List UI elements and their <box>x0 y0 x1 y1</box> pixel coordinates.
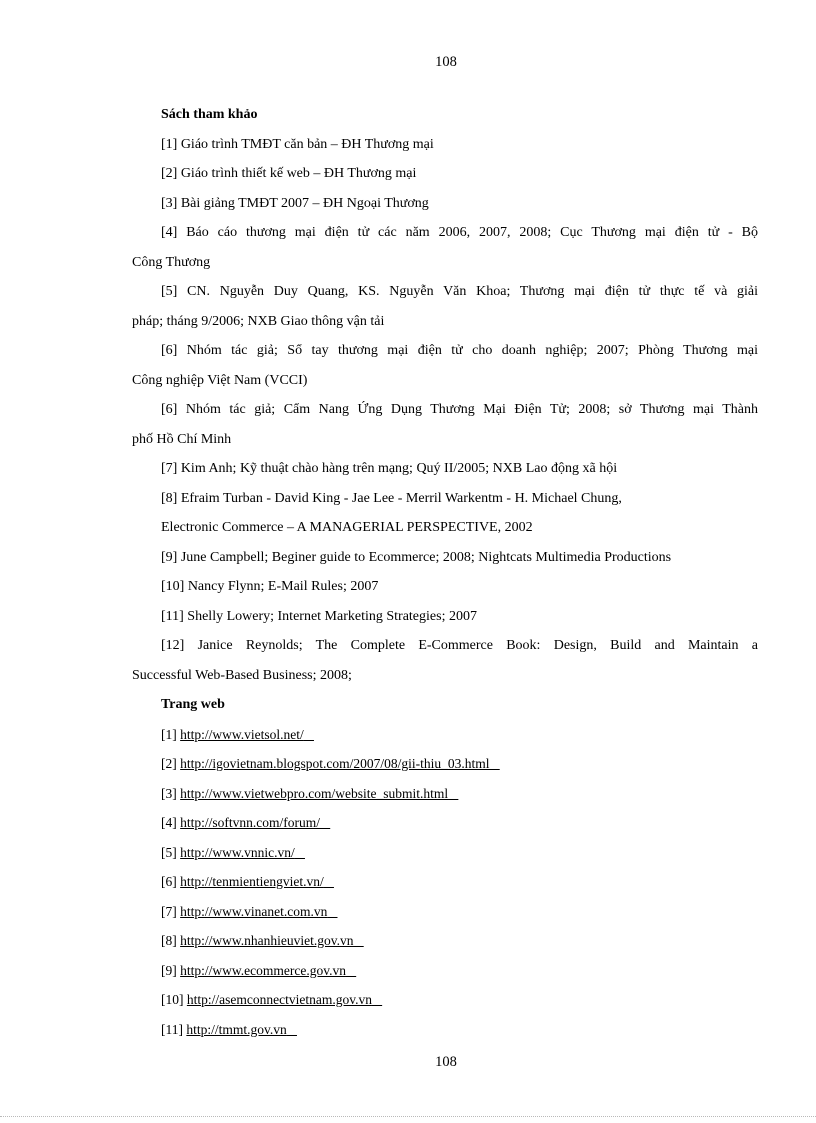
book-ref-2: [2] Giáo trình thiết kế web – ĐH Thương mại <box>161 166 417 181</box>
website-link-tmmt[interactable]: http://tmmt.gov.vn <box>186 1021 287 1037</box>
website-ref <box>132 985 758 1015</box>
book-ref-7: [7] Kim Anh; Kỹ thuật chào hàng trên mạng; Quý II/2005; NXB Lao động xã hội <box>161 461 618 476</box>
website-ref <box>132 867 758 897</box>
book-ref-6a-cont: Công nghiệp Việt Nam (VCCI) <box>132 372 308 388</box>
book-ref-5: [5] CN. Nguyễn Duy Quang, KS. Nguyễn Văn Khoa; Thương mại điện tử thực tế và giải <box>161 284 758 299</box>
book-ref-6b: [6] Nhóm tác giả; Cẩm Nang Ứng Dụng Thương Mại Điện Tử; 2008; sở Thương mại Thành <box>161 402 758 417</box>
website-ref <box>132 749 758 779</box>
website-ref-number: [9] <box>161 962 177 978</box>
website-link-igovietnam[interactable]: http://igovietnam.blogspot.com/2007/08/gii-thiu_03.html <box>180 756 490 771</box>
website-link-vietsol[interactable]: http://www.vietsol.net/ <box>180 726 304 742</box>
page-bottom-divider <box>0 1116 816 1117</box>
website-ref-number: [3] <box>161 785 177 801</box>
book-ref-12-cont: Successful Web-Based Business; 2008; <box>132 667 352 683</box>
page-number-bottom: 108 <box>435 1054 457 1070</box>
website-link-nhanhieuviet[interactable]: http://www.nhanhieuviet.gov.vn <box>180 933 354 948</box>
book-ref-1: [1] Giáo trình TMĐT căn bản – ĐH Thương mại <box>161 136 434 152</box>
websites-heading: Trang web <box>161 697 225 712</box>
book-ref-6b-cont: phố Hồ Chí Minh <box>132 431 232 447</box>
website-ref-number: [6] <box>161 874 177 889</box>
website-ref-number: [2] <box>161 756 177 771</box>
book-ref-4: [4] Báo cáo thương mại điện tử các năm 2006, 2007, 2008; Cục Thương mại điện tử - Bộ <box>161 225 758 240</box>
website-link-vietwebpro[interactable]: http://www.vietwebpro.com/website_submit.html <box>180 785 449 801</box>
website-link-tenmientiengviet[interactable]: http://tenmientiengviet.vn/ <box>180 874 324 889</box>
references-section <box>132 100 758 1044</box>
book-ref-12: [12] Janice Reynolds; The Complete E-Commerce Book: Design, Build and Maintain a <box>161 638 758 653</box>
website-ref <box>132 779 758 809</box>
website-link-ecommerce[interactable]: http://www.ecommerce.gov.vn <box>180 962 346 978</box>
website-ref-number: [7] <box>161 903 177 919</box>
website-ref-number: [4] <box>161 815 177 830</box>
page-number-top: 108 <box>435 54 457 70</box>
website-link-vinanet[interactable]: http://www.vinanet.com.vn <box>180 903 328 919</box>
book-ref-3: [3] Bài giảng TMĐT 2007 – ĐH Ngoại Thương <box>161 195 429 211</box>
website-ref-number: [5] <box>161 844 177 860</box>
book-ref-6a: [6] Nhóm tác giả; Sổ tay thương mại điện tử cho doanh nghiệp; 2007; Phòng Thương mại <box>161 343 758 358</box>
book-ref-11: [11] Shelly Lowery; Internet Marketing Strategies; 2007 <box>161 608 477 624</box>
website-ref <box>132 956 758 986</box>
website-ref <box>132 1015 758 1045</box>
website-link-softvnn[interactable]: http://softvnn.com/forum/ <box>180 815 320 830</box>
book-ref-10: [10] Nancy Flynn; E-Mail Rules; 2007 <box>161 579 379 594</box>
book-ref-8-cont: Electronic Commerce – A MANAGERIAL PERSPECTIVE, 2002 <box>161 520 533 535</box>
website-ref <box>132 838 758 868</box>
books-heading: Sách tham khảo <box>161 107 258 122</box>
website-ref-number: [1] <box>161 726 177 742</box>
website-ref <box>132 808 758 838</box>
website-ref-number: [10] <box>161 992 184 1007</box>
book-ref-4-cont: Công Thương <box>132 254 211 270</box>
website-ref <box>132 926 758 956</box>
book-ref-9: [9] June Campbell; Beginer guide to Ecommerce; 2008; Nightcats Multimedia Productions <box>161 549 672 565</box>
website-ref-number: [8] <box>161 933 177 948</box>
book-ref-5-cont: pháp; tháng 9/2006; NXB Giao thông vận tải <box>132 313 385 329</box>
website-ref <box>132 897 758 927</box>
book-ref-8: [8] Efraim Turban - David King - Jae Lee - Merril Warkentm - H. Michael Chung, <box>161 490 622 506</box>
website-link-asemconnect[interactable]: http://asemconnectvietnam.gov.vn <box>186 992 372 1007</box>
website-ref-number: [11] <box>161 1021 183 1037</box>
website-ref <box>132 720 758 750</box>
website-link-vnnic[interactable]: http://www.vnnic.vn/ <box>180 844 295 860</box>
